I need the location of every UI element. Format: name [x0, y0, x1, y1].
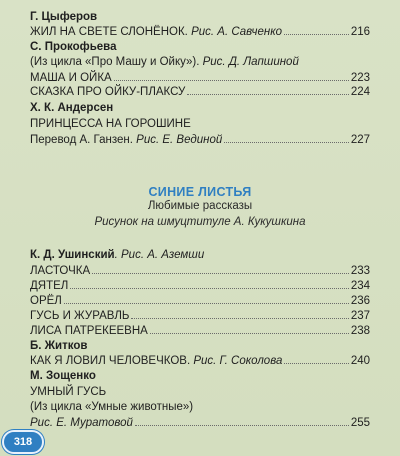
section-title: СИНИЕ ЛИСТЬЯ — [148, 185, 252, 199]
toc-entry[interactable] — [30, 294, 370, 308]
toc-entry-title[interactable]: ПРИНЦЕССА НА ГОРОШИНЕ — [30, 118, 191, 130]
toc-entry[interactable] — [30, 354, 370, 368]
cycle-note: (Из цикла «Умные животные») — [30, 401, 194, 413]
toc-entry-illustrator: Рис. Г. Соколова — [190, 355, 283, 367]
toc-entry-page: 237 — [350, 310, 370, 322]
toc-entry-title: ЛАСТОЧКА — [30, 265, 91, 277]
author-prokofieva: С. Прокофьева — [30, 41, 117, 53]
leader-dots — [284, 34, 349, 35]
leader-dots — [92, 273, 349, 274]
leader-dots — [114, 80, 349, 81]
author-zoshchenko: М. Зощенко — [30, 370, 96, 382]
leader-dots — [187, 94, 348, 95]
toc-entry-page: 216 — [350, 26, 370, 38]
leader-dots — [224, 142, 349, 143]
page-number-badge — [2, 430, 44, 454]
toc-entry-page: 224 — [350, 86, 370, 98]
toc-entry-page: 236 — [350, 295, 370, 307]
toc-entry[interactable] — [30, 85, 370, 99]
leader-dots — [131, 318, 348, 319]
toc-entry[interactable] — [30, 133, 370, 147]
toc-entry[interactable] — [30, 279, 370, 293]
toc-entry-page: 227 — [350, 134, 370, 146]
cycle-note — [30, 55, 370, 69]
toc-entry-page: 234 — [350, 280, 370, 292]
cycle-note-illustrator: Рис. Д. Лапшиной — [202, 56, 299, 68]
toc-entry[interactable] — [30, 324, 370, 338]
leader-dots — [135, 425, 349, 426]
toc-entry-title: МАША И ОЙКА — [30, 72, 112, 84]
toc-entry-title: СКАЗКА ПРО ОЙКУ-ПЛАКСУ — [30, 86, 186, 98]
leader-dots — [284, 363, 348, 364]
toc-entry-title: ОРЁЛ — [30, 295, 62, 307]
cycle-note-text: (Из цикла «Про Машу и Ойку»). — [30, 56, 203, 68]
toc-entry-illustrator: Рис. А. Савченко — [187, 26, 283, 38]
toc-entry-illustrator: Рис. Е. Муратовой — [30, 417, 133, 429]
toc-entry-page: 223 — [350, 72, 370, 84]
section-illustration-note: Рисунок на шмуцтитуле А. Кукушкина — [94, 216, 306, 228]
toc-entry-title: ГУСЬ И ЖУРАВЛЬ — [30, 310, 130, 322]
leader-dots — [70, 288, 348, 289]
toc-entry[interactable] — [30, 71, 370, 85]
author-illustrator: . Рис. А. Аземши — [114, 249, 205, 261]
author-ushinsky-line — [30, 248, 370, 262]
toc-entry-title-text — [30, 25, 282, 39]
toc-entry-page: 255 — [350, 417, 370, 429]
page-number: 318 — [13, 436, 33, 448]
toc-entry[interactable] — [30, 416, 370, 430]
toc-entry-page: 233 — [350, 265, 370, 277]
author-tsyferov: Г. Цыферов — [30, 11, 98, 23]
toc-entry-title: ЛИСА ПАТРЕКЕЕВНА — [30, 325, 148, 337]
leader-dots — [150, 333, 349, 334]
translator-note: Перевод А. Ганзен. — [30, 134, 137, 146]
toc-entry[interactable] — [30, 309, 370, 323]
toc-entry-illustrator: Рис. Е. Вединой — [136, 134, 223, 146]
author-zhitkov: Б. Житков — [30, 340, 88, 352]
toc-entry-title: КАК Я ЛОВИЛ ЧЕЛОВЕЧКОВ. — [30, 355, 191, 367]
toc-entry[interactable] — [30, 25, 370, 39]
toc-entry-page: 240 — [350, 355, 370, 367]
toc-entry-title: ДЯТЕЛ — [30, 280, 69, 292]
toc-entry-title-text — [30, 133, 222, 147]
toc-entry-title: ЖИЛ НА СВЕТЕ СЛОНЁНОК. — [30, 26, 188, 38]
author-ushinsky: К. Д. Ушинский — [30, 249, 115, 261]
section-subtitle: Любимые рассказы — [147, 200, 253, 212]
toc-entry-page: 238 — [350, 325, 370, 337]
toc-entry[interactable] — [30, 264, 370, 278]
author-andersen: Х. К. Андерсен — [30, 102, 114, 114]
toc-entry-title[interactable]: УМНЫЙ ГУСЬ — [30, 386, 107, 398]
toc-entry-title-text — [30, 354, 282, 368]
leader-dots — [64, 303, 349, 304]
